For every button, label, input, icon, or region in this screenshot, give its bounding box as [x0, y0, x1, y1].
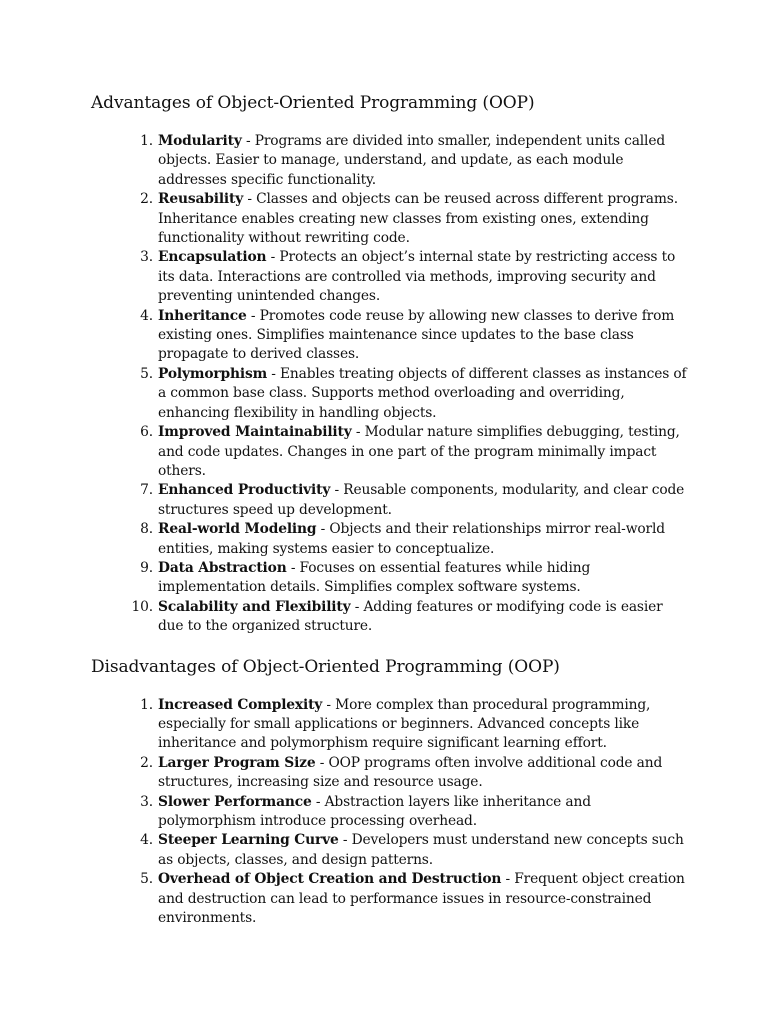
list-item	[91, 598, 688, 637]
item-description: - OOP programs often involve additional code and structures, increasing size and resource usage.	[158, 754, 663, 791]
item-description: - More complex than procedural programming, especially for small applications or beginners. Advanced concepts like inheritance and polymorphism require significant learning effort.	[158, 696, 651, 752]
item-term: Overhead of Object Creation and Destruction	[158, 871, 502, 888]
item-term: Enhanced Productivity	[158, 482, 331, 499]
list-item	[91, 754, 688, 793]
item-term: Steeper Learning Curve	[158, 832, 339, 849]
item-number: 1.	[140, 696, 153, 713]
item-term: Encapsulation	[158, 249, 267, 266]
item-number: 8.	[140, 521, 153, 538]
item-number: 3.	[140, 793, 153, 810]
item-description: - Objects and their relationships mirror real-world entities, making systems easier to conceptualize.	[158, 521, 665, 557]
item-description: - Frequent object creation and destruction can lead to performance issues in resource-constrained environments.	[158, 871, 685, 927]
item-term: Increased Complexity	[158, 696, 323, 713]
list-item	[91, 190, 688, 248]
item-number: 7.	[140, 482, 153, 499]
item-description: - Classes and objects can be reused across different programs. Inheritance enables creating new classes from existing ones, extending functionality without rewriting code.	[158, 191, 678, 247]
list-item	[91, 520, 688, 559]
item-term: Larger Program Size	[158, 754, 316, 771]
item-number: 2.	[140, 754, 153, 771]
list-item	[91, 248, 688, 306]
item-number: 4.	[140, 307, 153, 324]
list-item	[91, 831, 688, 870]
advantages-list	[91, 132, 688, 637]
item-term: Improved Maintainability	[158, 424, 352, 441]
disadvantages-list	[91, 696, 688, 929]
item-number: 6.	[140, 424, 153, 441]
item-term: Slower Performance	[158, 793, 312, 810]
item-number: 9.	[140, 559, 153, 576]
item-number: 3.	[140, 249, 153, 266]
advantages-section	[91, 93, 688, 637]
item-description: - Reusable components, modularity, and clear code structures speed up development.	[158, 482, 685, 518]
item-description: - Programs are divided into smaller, independent units called objects. Easier to manage, understand, and update, as each module addresses specific functionality.	[158, 133, 666, 188]
list-item	[91, 793, 688, 832]
item-description: - Adding features or modifying code is easier due to the organized structure.	[158, 598, 663, 635]
item-description: - Developers must understand new concepts such as objects, classes, and design patterns.	[158, 832, 684, 868]
item-number: 10.	[131, 598, 153, 615]
item-description: - Enables treating objects of different classes as instances of a common base class. Supports method overloading and overriding, enhancing flexibility in handling objects.	[158, 365, 687, 421]
item-term: Modularity	[158, 133, 242, 149]
item-term: Reusability	[158, 191, 244, 208]
item-description: - Promotes code reuse by allowing new classes to derive from existing ones. Simplifies maintenance since updates to the base class propagate to derived classes.	[158, 307, 675, 363]
item-number: 5.	[140, 365, 153, 382]
list-item	[91, 365, 688, 423]
list-item	[91, 307, 688, 365]
item-term: Real-world Modeling	[158, 521, 317, 538]
item-number: 2.	[140, 191, 153, 208]
item-term: Scalability and Flexibility	[158, 598, 351, 615]
item-description: - Protects an object’s internal state by restricting access to its data. Interactions are controlled via methods, improving security and preventing unintended changes.	[158, 249, 676, 305]
list-item	[91, 132, 688, 190]
item-number: 1.	[140, 133, 153, 149]
disadvantages-heading: Disadvantages of Object-Oriented Programming (OOP)	[91, 656, 560, 677]
list-item	[91, 870, 688, 928]
item-description: - Focuses on essential features while hiding implementation details. Simplifies complex software systems.	[158, 559, 591, 596]
list-item	[91, 696, 688, 754]
list-item	[91, 559, 688, 598]
item-term: Inheritance	[158, 307, 247, 324]
disadvantages-section	[91, 657, 688, 929]
list-item	[91, 481, 688, 520]
item-description: - Modular nature simplifies debugging, testing, and code updates. Changes in one part of the program minimally impact others.	[158, 424, 680, 479]
item-number: 5.	[140, 871, 153, 888]
list-item	[91, 423, 688, 481]
item-term: Data Abstraction	[158, 559, 287, 576]
item-number: 4.	[140, 832, 153, 849]
advantages-heading: Advantages of Object-Oriented Programming (OOP)	[91, 93, 535, 113]
item-term: Polymorphism	[158, 365, 268, 382]
item-description: - Abstraction layers like inheritance and polymorphism introduce processing overhead.	[158, 793, 591, 829]
